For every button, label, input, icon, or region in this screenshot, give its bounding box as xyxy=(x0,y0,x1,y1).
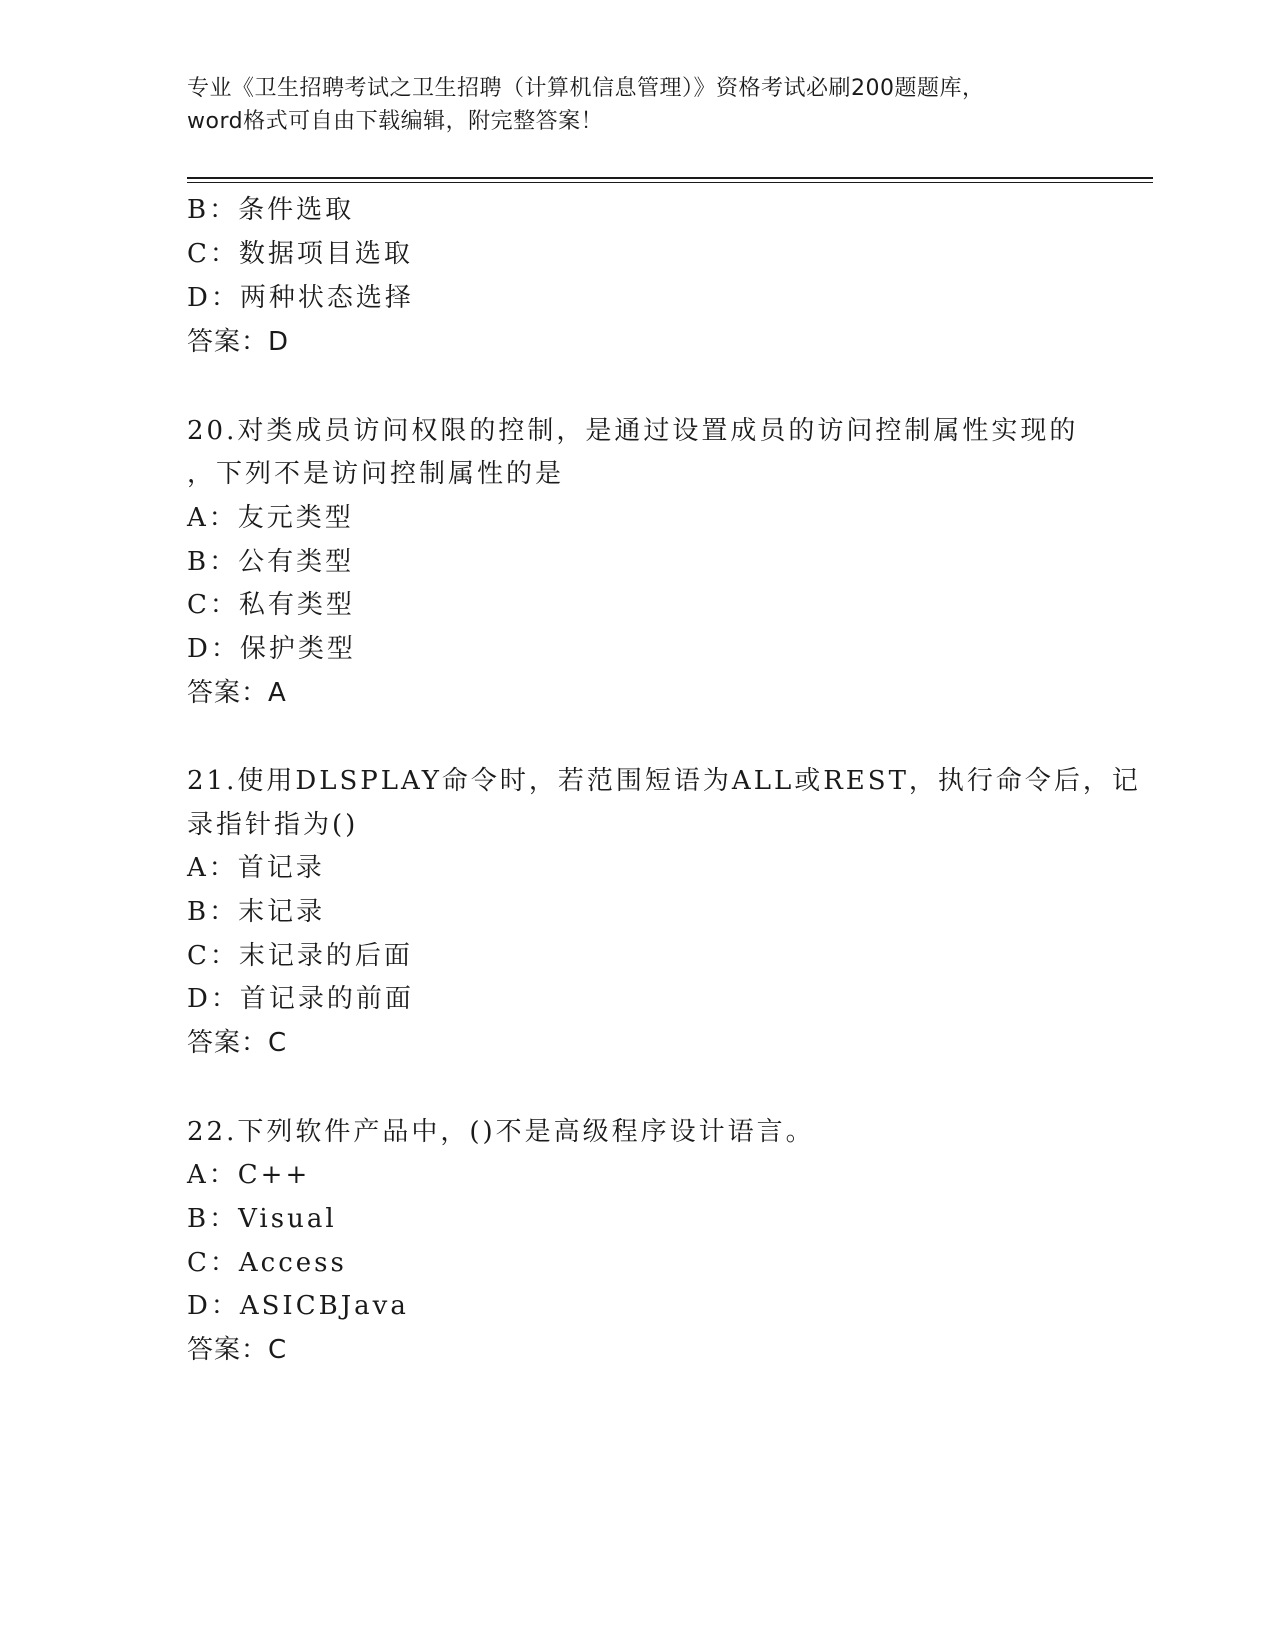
header-line-1: 专业《卫生招聘考试之卫生招聘（计算机信息管理）》资格考试必刷200题题库， xyxy=(187,76,985,101)
q22-option-d: D：ASICBJava xyxy=(187,1291,409,1321)
q20-stem-line-1: 20.对类成员访问权限的控制，是通过设置成员的访问控制属性实现的 xyxy=(187,416,1079,446)
q21-option-b: B：末记录 xyxy=(187,897,326,927)
q21-stem-line-1: 21.使用DLSPLAY命令时，若范围短语为ALL或REST，执行命令后，记 xyxy=(187,766,1141,796)
q19-option-b: B：条件选取 xyxy=(187,195,355,225)
q21-answer: 答案：C xyxy=(187,1028,288,1058)
header-divider-thin xyxy=(187,182,1153,183)
q20-option-d: D：保护类型 xyxy=(187,634,356,664)
document-header xyxy=(187,72,1087,138)
q22-option-b: B：Visual xyxy=(187,1204,337,1234)
q19-option-d: D：两种状态选择 xyxy=(187,283,414,313)
q20-stem-line-2: ，下列不是访问控制属性的是 xyxy=(187,459,565,489)
header-divider-thick xyxy=(187,177,1153,179)
q21-stem-line-2: 录指针指为() xyxy=(187,810,359,840)
q22-option-c: C：Access xyxy=(187,1248,347,1278)
q22-answer: 答案：C xyxy=(187,1335,288,1365)
q20-option-c: C：私有类型 xyxy=(187,590,355,620)
q19-answer: 答案：D xyxy=(187,327,290,357)
q20-option-b: B：公有类型 xyxy=(187,547,355,577)
q19-option-c: C：数据项目选取 xyxy=(187,239,413,269)
q21-option-a: A：首记录 xyxy=(187,853,325,883)
q21-option-d: D：首记录的前面 xyxy=(187,984,414,1014)
header-line-2: word格式可自由下载编辑，附完整答案！ xyxy=(187,109,604,134)
q20-answer: 答案：A xyxy=(187,678,287,708)
q20-option-a: A：友元类型 xyxy=(187,503,354,533)
q22-option-a: A：C++ xyxy=(187,1160,311,1190)
q21-option-c: C：末记录的后面 xyxy=(187,941,413,971)
q22-stem-line-1: 22.下列软件产品中，()不是高级程序设计语言。 xyxy=(187,1117,815,1147)
